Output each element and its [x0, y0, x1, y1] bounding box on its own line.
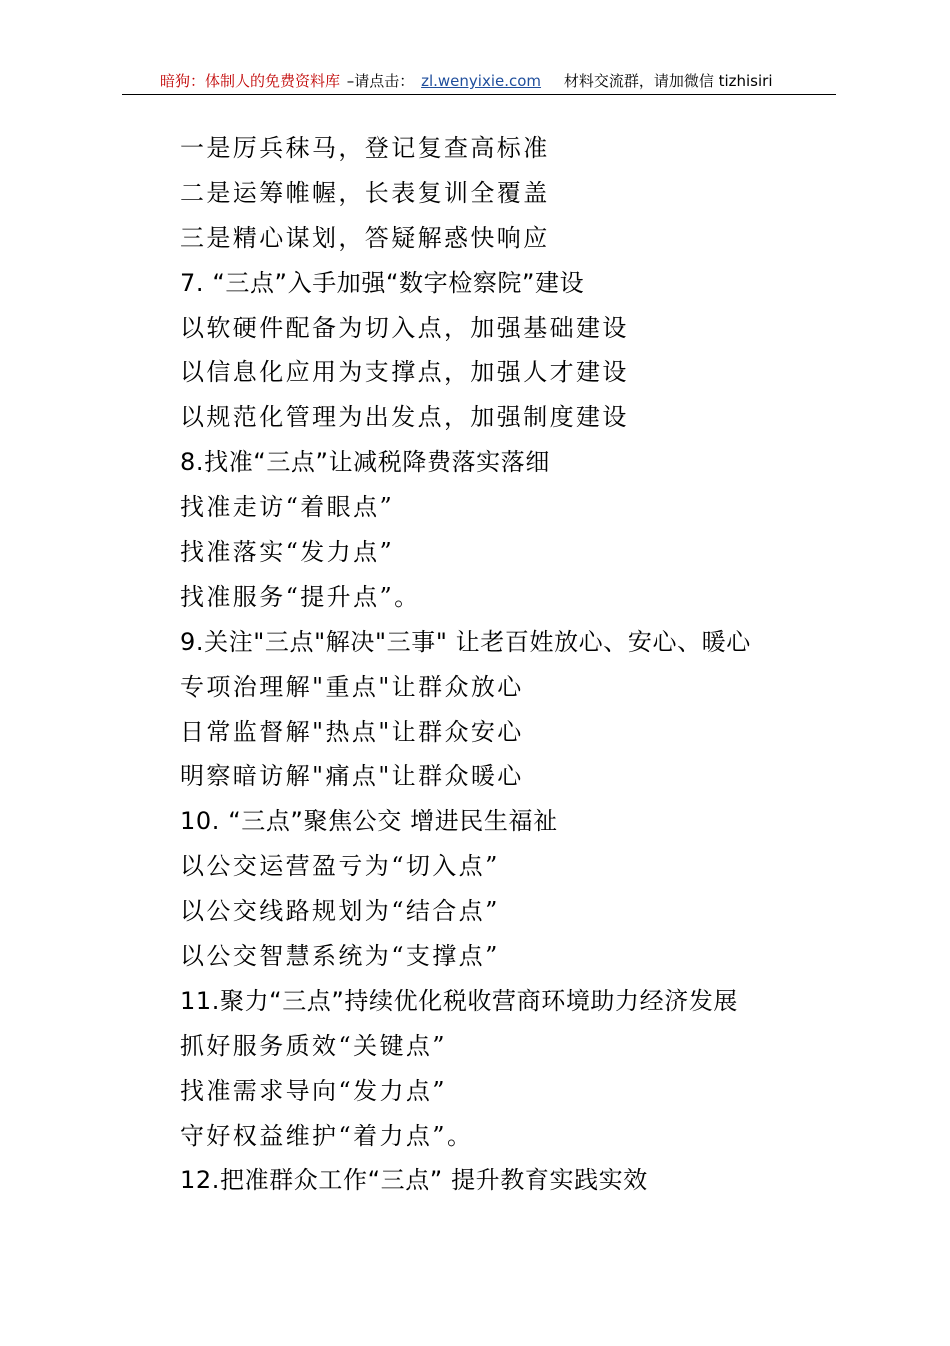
header-contact: 材料交流群，请加微信 tizhisiri — [563, 72, 773, 90]
list-item: 以公交线路规划为“结合点” — [180, 897, 500, 926]
list-item: 以规范化管理为出发点，加强制度建设 — [180, 403, 629, 432]
document-body — [180, 126, 860, 1203]
list-item: 找准落实“发力点” — [180, 538, 395, 567]
list-item: 三是精心谋划，答疑解惑快响应 — [180, 223, 550, 252]
header-link[interactable]: zl.wenyixie.com — [421, 72, 542, 90]
header-prompt: –请点击： — [346, 72, 415, 90]
list-item: 抓好服务质效“关键点” — [180, 1031, 447, 1060]
list-item: 一是厉兵秣马，登记复查高标准 — [180, 134, 550, 162]
section-heading: 10. “三点”聚焦公交 增进民生福祉 — [180, 807, 558, 836]
list-item: 专项治理解"重点"让群众放心 — [180, 672, 524, 701]
list-item: 日常监督解"热点"让群众安心 — [180, 717, 524, 746]
list-item: 二是运筹帷幄，长表复训全覆盖 — [180, 178, 550, 207]
list-item: 以公交智慧系统为“支撑点” — [180, 942, 500, 971]
list-item: 找准需求导向“发力点” — [180, 1076, 447, 1105]
section-heading: 9.关注"三点"解决"三事" 让老百姓放心、安心、暖心 — [180, 627, 751, 656]
list-item: 以信息化应用为支撑点，加强人才建设 — [180, 358, 629, 387]
page-header — [122, 70, 836, 95]
list-item: 明察暗访解"痛点"让群众暖心 — [180, 762, 524, 791]
list-item: 守好权益维护“着力点”。 — [180, 1121, 474, 1150]
section-heading: 8.找准“三点”让减税降费落实落细 — [180, 448, 550, 477]
list-item: 以公交运营盈亏为“切入点” — [180, 852, 500, 881]
list-item: 找准走访“着眼点” — [180, 493, 395, 522]
list-item: 以软硬件配备为切入点，加强基础建设 — [180, 313, 629, 342]
section-heading: 12.把准群众工作“三点” 提升教育实践实效 — [180, 1166, 648, 1195]
header-brand: 暗狗：体制人的免费资料库 — [160, 72, 341, 90]
list-item: 找准服务“提升点”。 — [180, 582, 421, 611]
section-heading: 7. “三点”入手加强“数字检察院”建设 — [180, 268, 585, 297]
section-heading: 11.聚力“三点”持续优化税收营商环境助力经济发展 — [180, 986, 739, 1015]
